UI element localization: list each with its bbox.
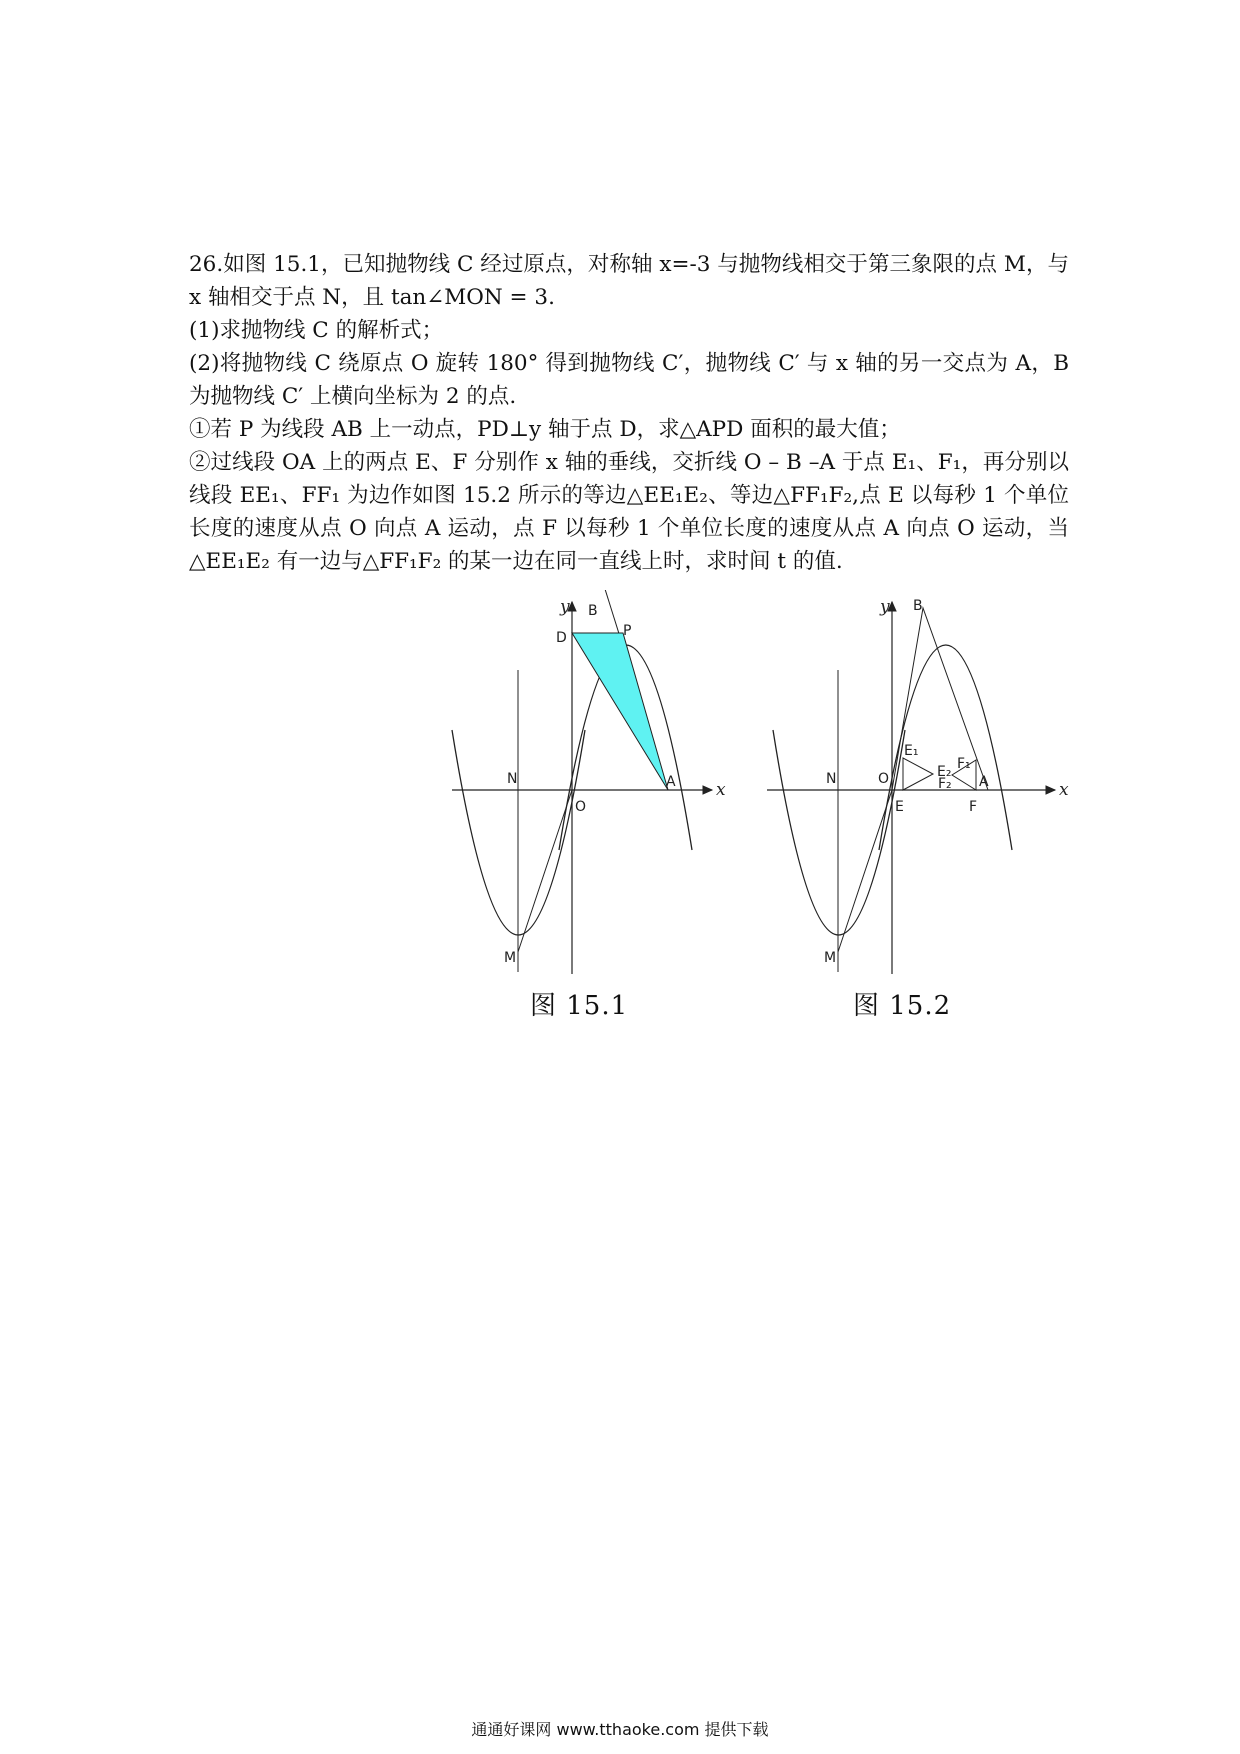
segment-om [518, 790, 572, 952]
y-axis-label: y [560, 597, 570, 617]
question-2-part-2: ②过线段 OA 上的两点 E、F 分别作 x 轴的垂线，交折线 O – B –A 于点 E₁、F₁，再分别以线段 EE₁、FF₁ 为边作如图 15.2 所示的等边△EE₁E₂、等边△FF₁F₂,点 E 以每秒 1 个单位长度的速度从点 O 向点 A 运动，点 F 以每秒 1 个单位长度的速度从点 A 向点 O 运动，当△EE₁E₂ 有一边与△FF₁F₂ 的某一边在同一直线上时，求时间 t 的值. [189, 450, 1069, 574]
page-footer: 通通好课网 www.tthaoke.com 提供下载 [471, 1720, 769, 1739]
label-o: O [878, 771, 890, 787]
question-2-part-1: ①若 P 为线段 AB 上一动点，PD⊥y 轴于点 D，求△APD 面积的最大值； [189, 417, 901, 442]
y-axis-label: y [880, 597, 890, 617]
figure-15-2-caption: 图 15.2 [853, 991, 952, 1021]
label-e1: E₁ [904, 743, 919, 759]
label-a: A [666, 774, 676, 790]
problem-intro: 26.如图 15.1，已知抛物线 C 经过原点，对称轴 x=-3 与抛物线相交于第三象限的点 M，与 x 轴相交于点 N，且 tan∠MON = 3. [189, 252, 1069, 310]
figure-15-1-caption: 图 15.1 [530, 991, 629, 1021]
label-b: B [913, 598, 923, 614]
label-b: B [588, 603, 598, 619]
triangle-apd [572, 633, 668, 790]
polyline-oba [892, 608, 988, 790]
label-e2: E₂ [937, 764, 952, 780]
figure-15-1 [440, 590, 730, 980]
label-n: N [507, 771, 518, 787]
label-e: E [895, 799, 904, 815]
figure-15-2 [755, 590, 1075, 980]
label-a: A [979, 774, 989, 790]
label-n: N [826, 771, 837, 787]
x-axis-label: x [716, 780, 726, 800]
label-m: M [504, 950, 517, 966]
x-axis-label: x [1059, 780, 1069, 800]
label-o: O [575, 799, 587, 815]
problem-text [189, 248, 1069, 578]
label-f2: F₂ [938, 776, 952, 792]
label-d: D [556, 630, 567, 646]
label-f1: F₁ [957, 756, 971, 772]
label-f: F [969, 799, 978, 815]
question-1: (1)求抛物线 C 的解析式； [189, 318, 444, 343]
triangle-ee1e2 [903, 758, 933, 790]
label-m: M [824, 950, 837, 966]
parabola-c [773, 730, 905, 935]
segment-om [838, 790, 892, 952]
question-2: (2)将抛物线 C 绕原点 O 旋转 180° 得到抛物线 C′，抛物线 C′ 与 x 轴的另一交点为 A，B 为抛物线 C′ 上横向坐标为 2 的点. [189, 351, 1069, 409]
label-p: P [623, 623, 632, 639]
